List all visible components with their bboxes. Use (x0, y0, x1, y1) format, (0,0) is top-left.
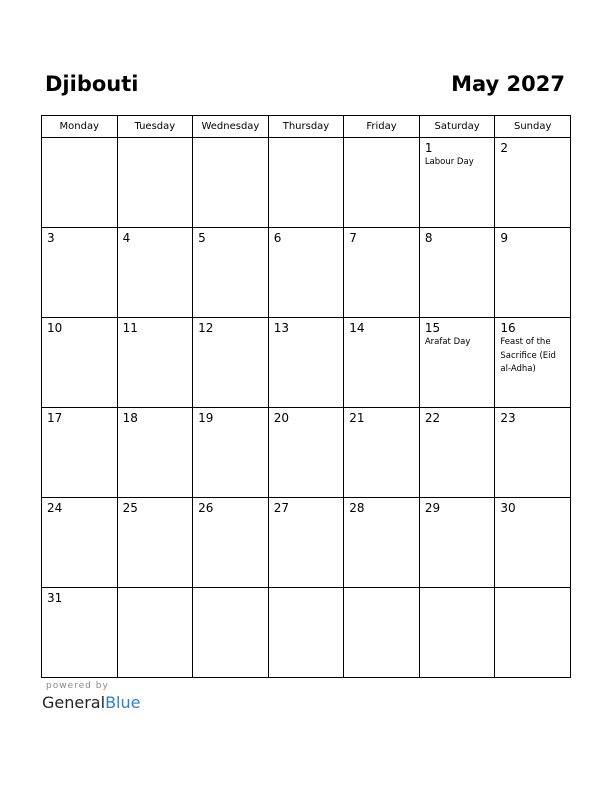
day-cell[interactable] (495, 138, 571, 228)
day-number: 24 (47, 501, 63, 515)
day-cell (42, 138, 118, 228)
weekday-header: Sunday (495, 116, 571, 138)
day-number: 1 (424, 141, 433, 155)
day-cell[interactable] (193, 318, 269, 408)
day-cell[interactable] (117, 498, 193, 588)
day-number: 21 (349, 411, 365, 425)
day-number: 17 (47, 411, 63, 425)
day-number: 14 (349, 321, 365, 335)
holiday-label: Feast of the Sacrifice (Eid al-Adha) (500, 337, 556, 374)
day-number: 8 (424, 231, 433, 245)
day-number: 2 (500, 141, 509, 155)
day-cell (419, 588, 495, 678)
brand-blue-text: Blue (105, 693, 141, 712)
day-cell[interactable] (268, 498, 344, 588)
week-row (42, 228, 571, 318)
day-number: 29 (424, 501, 441, 515)
day-cell[interactable] (419, 318, 495, 408)
day-cell[interactable] (344, 228, 420, 318)
weekday-header: Friday (344, 116, 420, 138)
day-cell[interactable] (495, 318, 571, 408)
day-cell[interactable] (42, 228, 118, 318)
country-title: Djibouti (45, 72, 139, 96)
day-cell[interactable] (344, 318, 420, 408)
day-number: 5 (198, 231, 206, 245)
day-number: 30 (500, 501, 516, 515)
day-number: 18 (122, 411, 138, 425)
day-number: 27 (273, 501, 289, 515)
week-row (42, 498, 571, 588)
day-number: 15 (424, 321, 441, 335)
day-number: 20 (273, 411, 289, 425)
day-cell[interactable] (42, 588, 118, 678)
weekday-header: Saturday (419, 116, 495, 138)
day-cell[interactable] (117, 318, 193, 408)
day-cell (117, 138, 193, 228)
day-cell[interactable] (193, 228, 269, 318)
calendar-grid (41, 115, 571, 678)
day-number: 25 (122, 501, 138, 515)
week-row (42, 408, 571, 498)
day-number: 12 (198, 321, 214, 335)
day-number: 4 (122, 231, 131, 245)
day-cell[interactable] (419, 408, 495, 498)
day-cell[interactable] (193, 498, 269, 588)
day-cell[interactable] (42, 498, 118, 588)
day-cell[interactable] (268, 228, 344, 318)
weekday-header: Thursday (268, 116, 344, 138)
day-cell[interactable] (344, 498, 420, 588)
weekday-header-row (42, 116, 571, 138)
day-cell (193, 138, 269, 228)
weekday-header: Wednesday (193, 116, 269, 138)
weekday-header: Monday (42, 116, 118, 138)
day-number: 6 (273, 231, 282, 245)
day-number: 19 (198, 411, 214, 425)
day-number: 11 (122, 321, 138, 335)
day-number: 28 (349, 501, 365, 515)
day-cell[interactable] (268, 408, 344, 498)
day-number: 10 (47, 321, 63, 335)
day-cell[interactable] (42, 318, 118, 408)
day-cell[interactable] (42, 408, 118, 498)
day-number: 16 (500, 321, 516, 335)
week-row (42, 138, 571, 228)
day-cell (495, 588, 571, 678)
day-cell (268, 138, 344, 228)
day-cell (117, 588, 193, 678)
week-row (42, 318, 571, 408)
day-number: 7 (349, 231, 357, 245)
day-number: 13 (273, 321, 289, 335)
day-cell[interactable] (117, 228, 193, 318)
day-cell[interactable] (419, 228, 495, 318)
holiday-label: Labour Day (424, 157, 474, 167)
day-cell[interactable] (117, 408, 193, 498)
brand-general-text: General (42, 693, 106, 712)
day-number: 31 (47, 591, 63, 605)
day-number: 23 (500, 411, 516, 425)
week-row (42, 588, 571, 678)
day-number: 3 (47, 231, 55, 245)
weekday-header: Tuesday (117, 116, 193, 138)
day-cell (268, 588, 344, 678)
day-cell (193, 588, 269, 678)
day-number: 9 (500, 231, 509, 245)
day-cell[interactable] (193, 408, 269, 498)
day-cell (344, 588, 420, 678)
day-number: 22 (424, 411, 441, 425)
day-cell[interactable] (495, 408, 571, 498)
powered-by-label: powered by (46, 681, 109, 691)
day-cell (344, 138, 420, 228)
day-cell[interactable] (495, 498, 571, 588)
day-cell[interactable] (344, 408, 420, 498)
day-cell[interactable] (495, 228, 571, 318)
day-cell[interactable] (268, 318, 344, 408)
day-cell[interactable] (419, 498, 495, 588)
holiday-label: Arafat Day (424, 337, 471, 347)
day-cell[interactable] (419, 138, 495, 228)
day-number: 26 (198, 501, 214, 515)
month-title: May 2027 (451, 72, 565, 96)
generalblue-logo[interactable] (42, 693, 140, 713)
